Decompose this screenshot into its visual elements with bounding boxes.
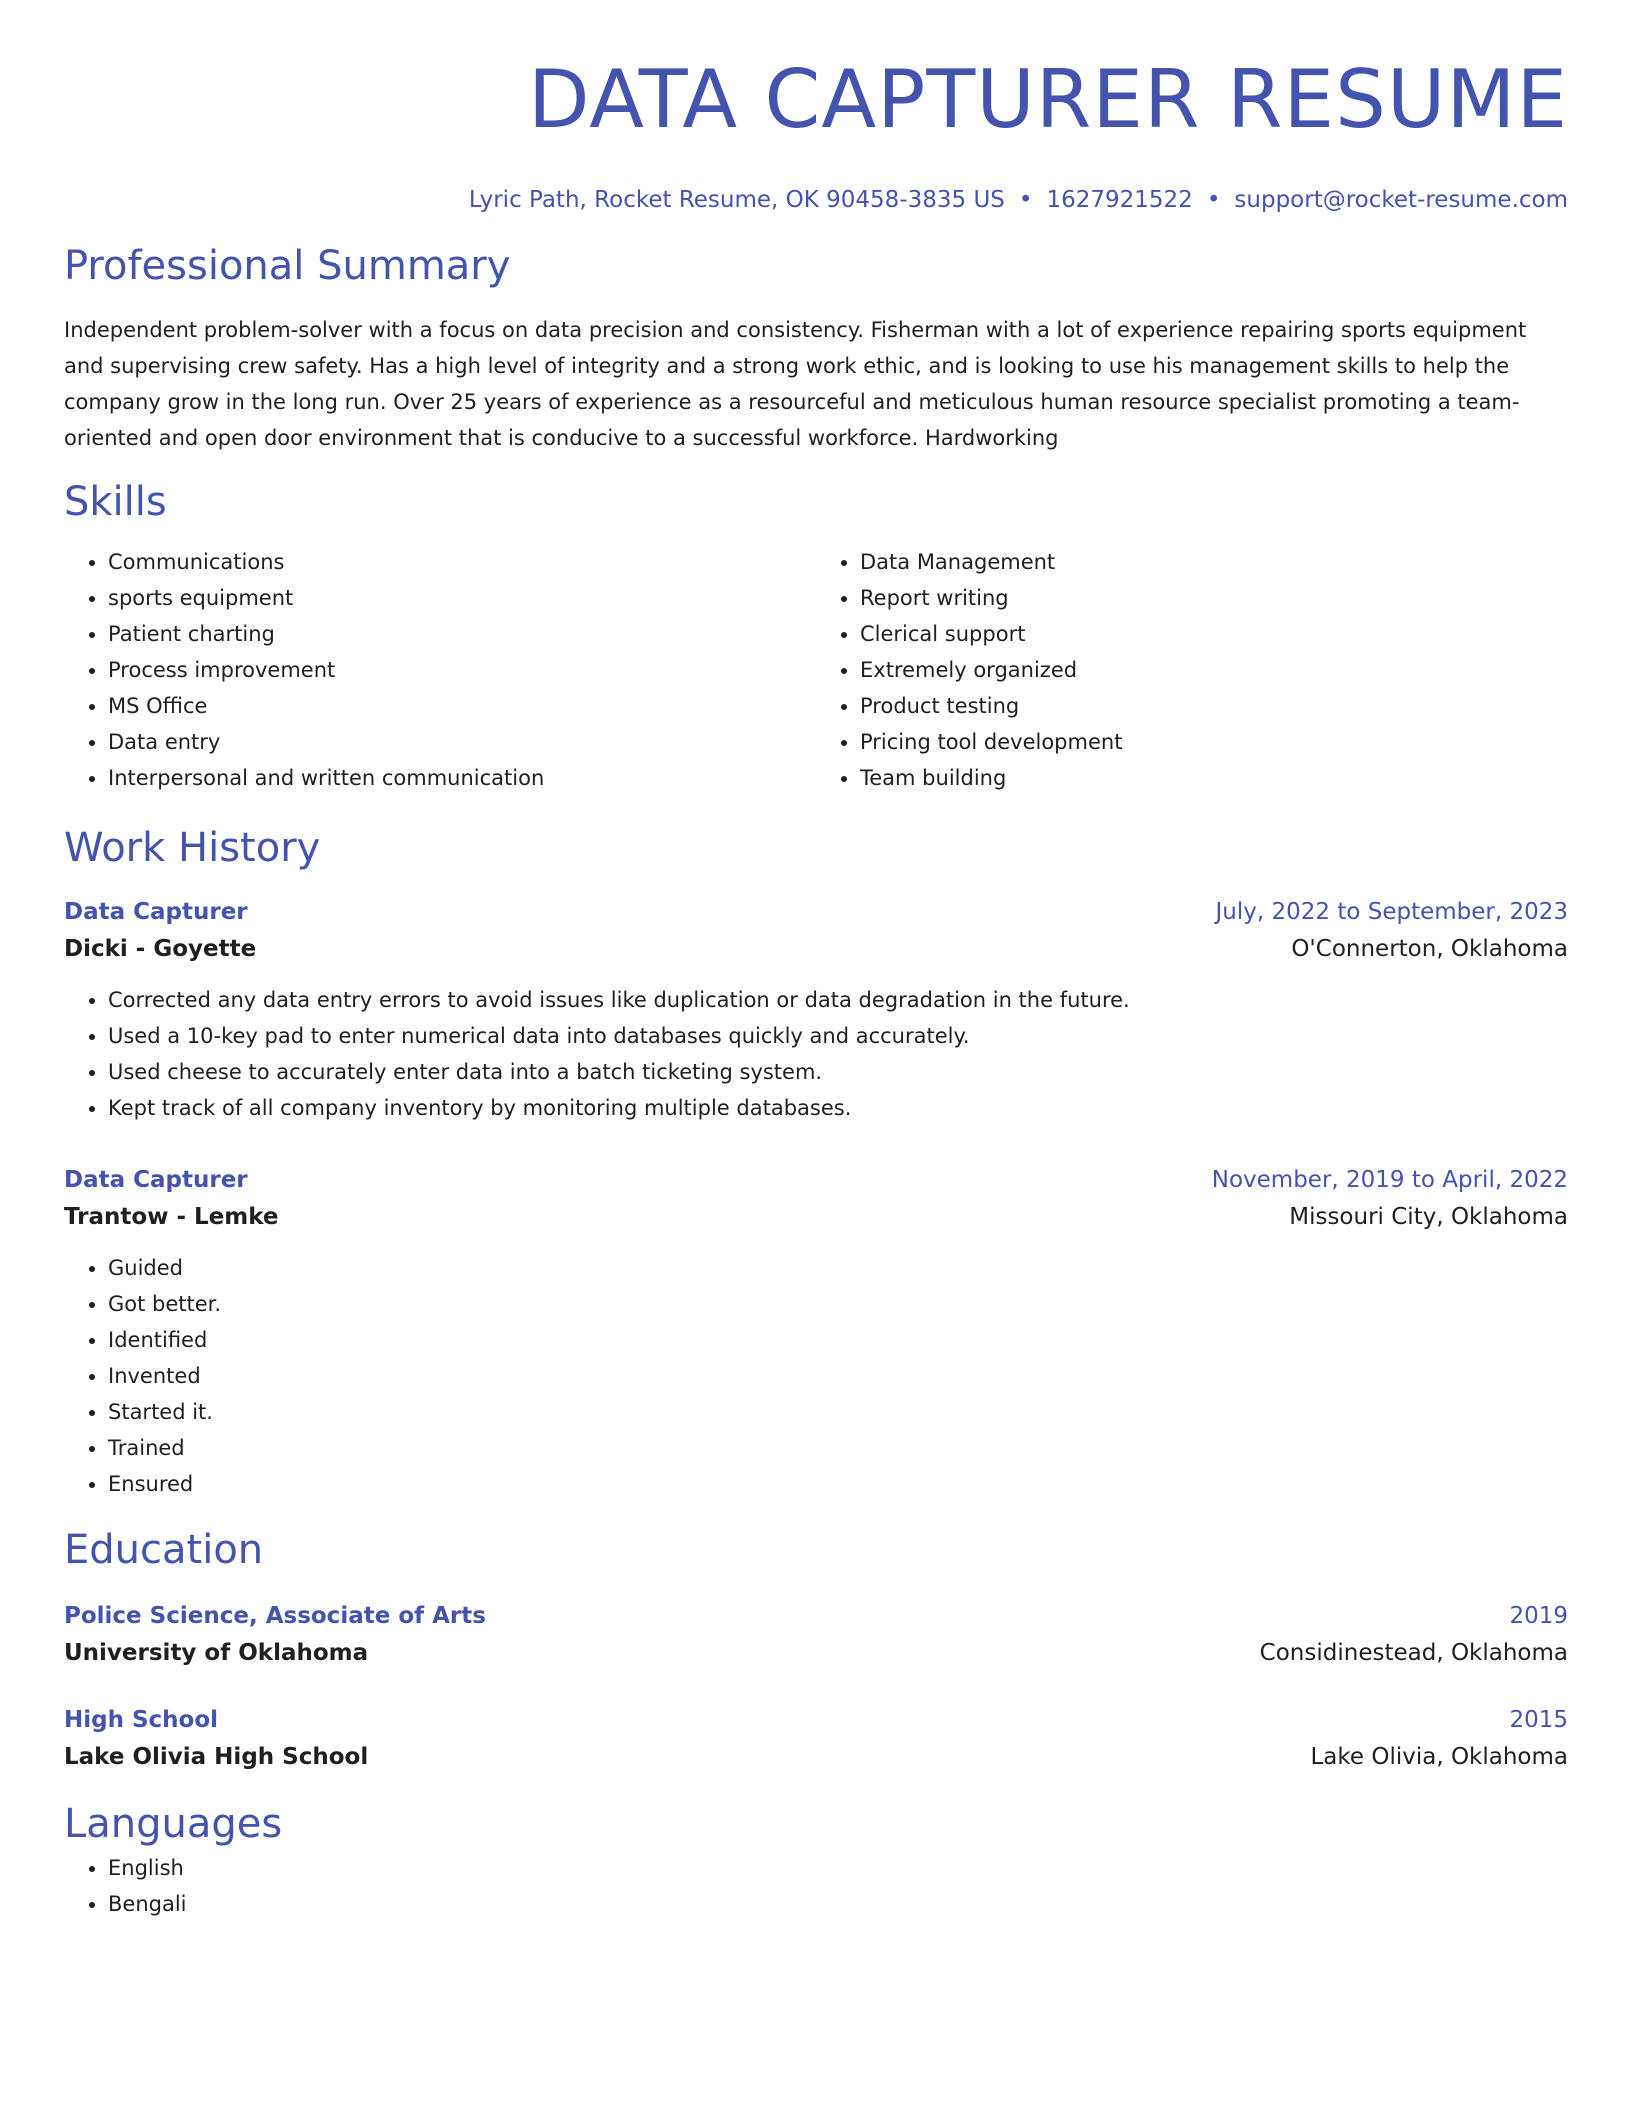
skill-item: • Clerical support (860, 616, 1568, 652)
job-bullet: • Corrected any data entry errors to avoid issues like duplication or data degradation in the future. (108, 982, 1568, 1018)
work-entry (64, 1162, 1568, 1502)
section-title-summary: Professional Summary (64, 243, 511, 289)
skill-item: • Patient charting (108, 616, 816, 652)
skill-item: • sports equipment (108, 580, 816, 616)
contact-phone[interactable]: 1627921522 (1046, 187, 1193, 213)
work-entry-header (64, 894, 1568, 930)
language-item: • Bengali (108, 1886, 1568, 1922)
skill-item: • Data entry (108, 724, 816, 760)
education-entry-subheader (64, 1634, 1568, 1672)
job-dates: November, 2019 to April, 2022 (1211, 1167, 1568, 1193)
languages-list (64, 1850, 1568, 1922)
job-bullets (64, 982, 1568, 1126)
skills-list-right (816, 544, 1568, 796)
work-entry-subheader (64, 930, 1568, 968)
section-title-languages: Languages (64, 1801, 283, 1847)
job-bullet: • Invented (108, 1358, 1568, 1394)
work-entry-subheader (64, 1198, 1568, 1236)
skill-item: • Interpersonal and written communication (108, 760, 816, 796)
degree-name: Police Science, Associate of Arts (64, 1603, 486, 1629)
section-title-skills: Skills (64, 479, 167, 525)
graduation-year: 2019 (1509, 1603, 1568, 1629)
language-item: • English (108, 1850, 1568, 1886)
job-dates: July, 2022 to September, 2023 (1215, 899, 1568, 925)
job-bullet: • Got better. (108, 1286, 1568, 1322)
education-entry (64, 1598, 1568, 1672)
job-bullet: • Ensured (108, 1466, 1568, 1502)
education-entry-header (64, 1702, 1568, 1738)
job-bullet: • Used cheese to accurately enter data into a batch ticketing system. (108, 1054, 1568, 1090)
resume-title: DATA CAPTURER RESUME (528, 53, 1568, 146)
work-entry-header (64, 1162, 1568, 1198)
school-location: Considinestead, Oklahoma (1259, 1640, 1568, 1666)
skills-grid (64, 544, 1568, 796)
summary-text: Independent problem-solver with a focus on data precision and consistency. Fisherman with a lot of experience repairing sports equipment and supervising crew safety. Has a high level of integrity and a strong work ethic, and is looking to use his management skills to help the company grow in the long run. Over 25 years of experience as a resourceful and meticulous human resource specialist promoting a team-oriented and open door environment that is conducive to a successful workforce. Hardworking (64, 318, 1527, 450)
skill-item: • Data Management (860, 544, 1568, 580)
job-title: Data Capturer (64, 1167, 248, 1193)
school-location: Lake Olivia, Oklahoma (1310, 1744, 1568, 1770)
skill-item: • Team building (860, 760, 1568, 796)
job-location: Missouri City, Oklahoma (1289, 1204, 1568, 1230)
company-name: Dicki - Goyette (64, 936, 257, 962)
contact-separator: • (1206, 187, 1221, 213)
education-entry-subheader (64, 1738, 1568, 1776)
job-bullets (64, 1250, 1568, 1502)
school-name: Lake Olivia High School (64, 1744, 369, 1770)
skill-item: • Extremely organized (860, 652, 1568, 688)
education-entry-header (64, 1598, 1568, 1634)
skills-list-left (64, 544, 816, 796)
contact-line (64, 184, 1568, 216)
job-bullet: • Used a 10-key pad to enter numerical data into databases quickly and accurately. (108, 1018, 1568, 1054)
skill-item: • Product testing (860, 688, 1568, 724)
resume-header (64, 52, 1568, 216)
job-location: O'Connerton, Oklahoma (1291, 936, 1568, 962)
skill-item: • Communications (108, 544, 816, 580)
job-bullet: • Identified (108, 1322, 1568, 1358)
job-bullet: • Kept track of all company inventory by monitoring multiple databases. (108, 1090, 1568, 1126)
contact-address: Lyric Path, Rocket Resume, OK 90458-3835 US (468, 187, 1005, 213)
degree-name: High School (64, 1707, 219, 1733)
contact-email[interactable]: support@rocket-resume.com (1234, 187, 1568, 213)
section-title-education: Education (64, 1527, 264, 1573)
skill-item: • Process improvement (108, 652, 816, 688)
skill-item: • MS Office (108, 688, 816, 724)
section-title-work-history: Work History (64, 825, 321, 871)
education-entry (64, 1702, 1568, 1776)
graduation-year: 2015 (1509, 1707, 1568, 1733)
skill-item: • Pricing tool development (860, 724, 1568, 760)
job-bullet: • Trained (108, 1430, 1568, 1466)
job-title: Data Capturer (64, 899, 248, 925)
contact-separator: • (1018, 187, 1033, 213)
work-entry (64, 894, 1568, 1126)
job-bullet: • Guided (108, 1250, 1568, 1286)
job-bullet: • Started it. (108, 1394, 1568, 1430)
school-name: University of Oklahoma (64, 1640, 369, 1666)
skill-item: • Report writing (860, 580, 1568, 616)
company-name: Trantow - Lemke (64, 1204, 279, 1230)
